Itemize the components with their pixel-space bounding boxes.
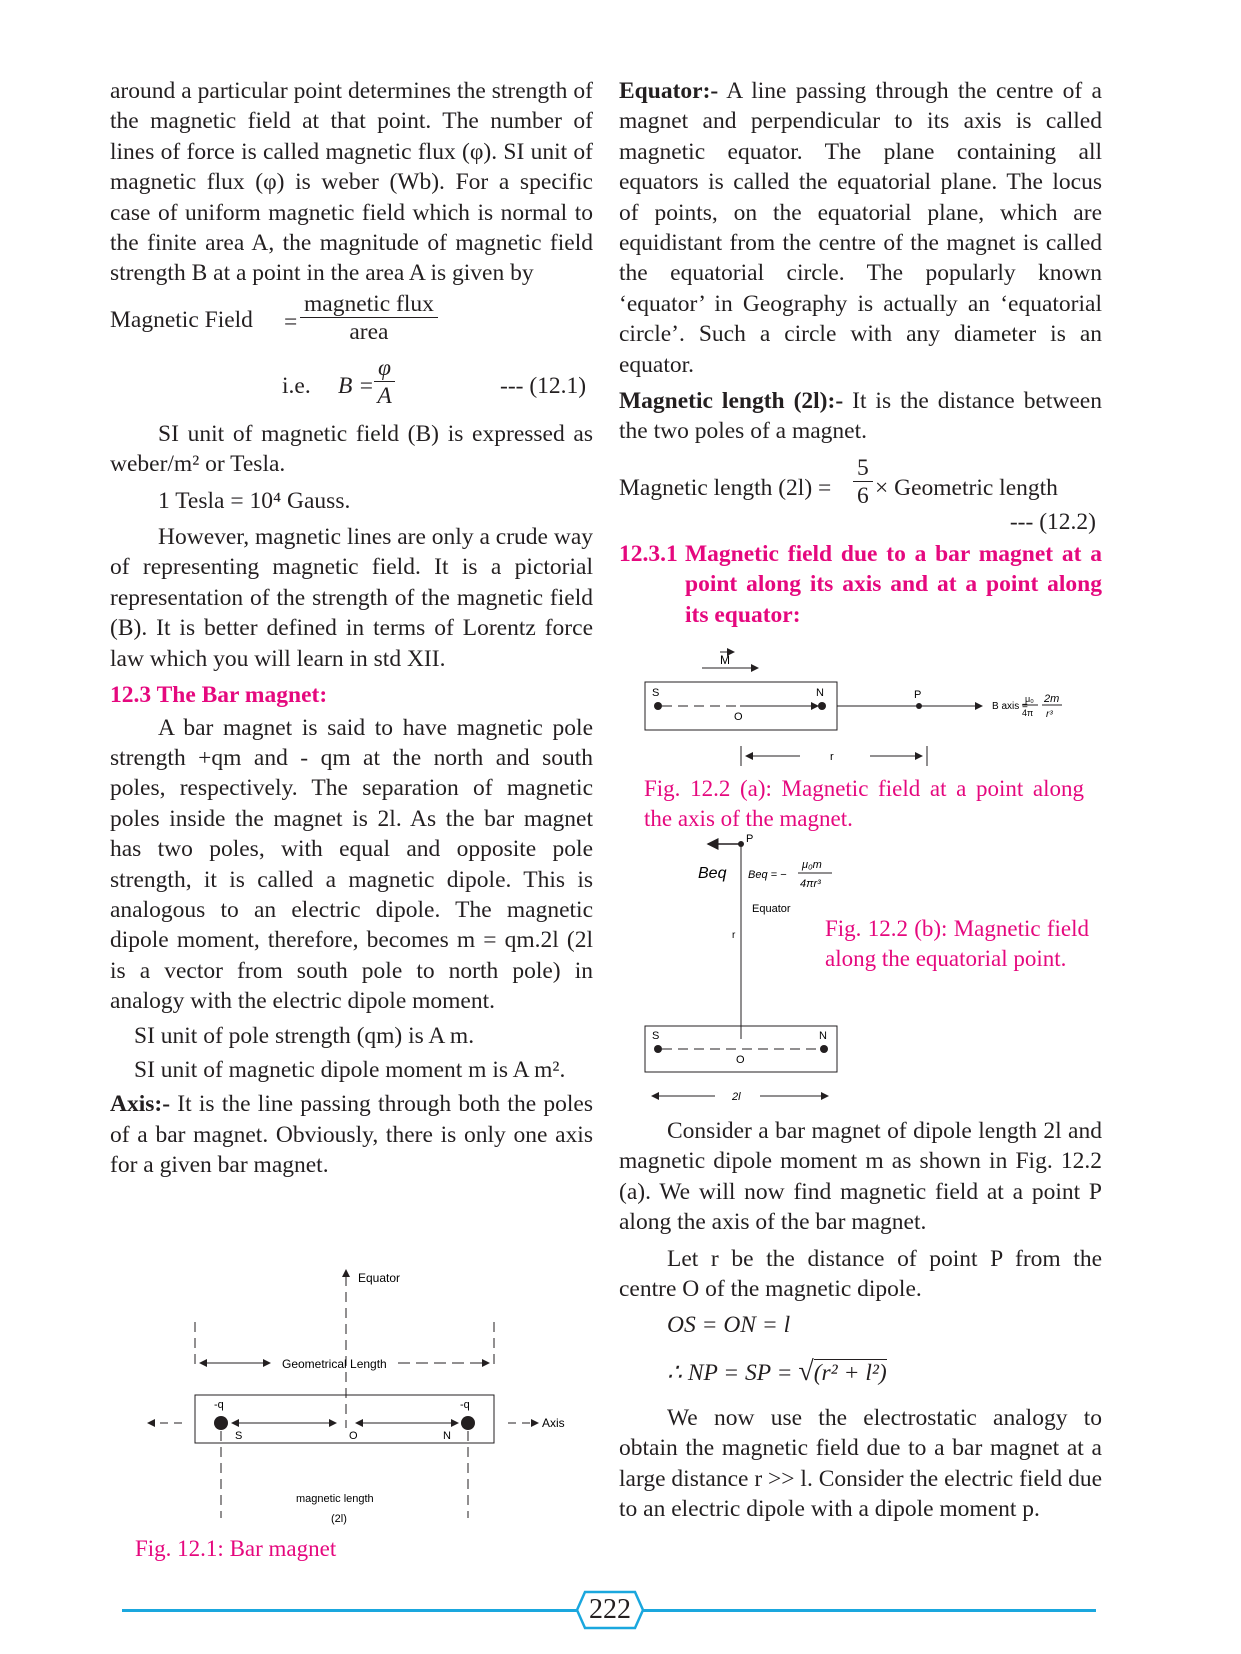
sqrt-symbol: √	[798, 1355, 814, 1387]
fig2b-n-label: N	[819, 1030, 827, 1042]
figure-bar-magnet	[140, 1268, 580, 1548]
paragraph-equator	[619, 76, 1102, 380]
fig1-equator-label: Equator	[358, 1271, 401, 1285]
fig2b-formula-num: μ₀m	[802, 859, 822, 871]
footer-rule-right	[642, 1609, 1096, 1612]
equator-heading: Equator:-	[619, 78, 719, 104]
eq1-equals: =	[284, 308, 298, 335]
magnetic-length-text: It is the distance between the two poles of a magnet.	[619, 388, 1102, 445]
equation-os-on: OS = ON = l	[667, 1312, 791, 1339]
fig2b-two-l: 2l	[732, 1091, 741, 1103]
fig2b-formula-den: 4πr³	[800, 878, 821, 890]
eq2-numerator: φ	[374, 355, 395, 382]
fig1-geometrical-length: Geometrical Length	[282, 1357, 387, 1371]
equator-text: A line passing through the centre of a magnet and perpendicular to its axis is called magnetic equator. The plane containing all equators is called the equatorial plane. The locus of points, on the equatorial plane, which are equidistant from the centre of the magnet is called the equatorial circle. The popularly known ‘equator’ in Geography is actually an ‘equatorial circle’. Such a circle with any diameter is an equator.	[619, 78, 1102, 378]
subsection-number: 12.3.1	[619, 540, 678, 567]
eq2-ie: i.e.	[282, 372, 311, 399]
fig2b-o-label: O	[736, 1054, 745, 1066]
eq3-lhs: Magnetic length (2l) =	[619, 474, 832, 501]
fig1-s-label: S	[235, 1430, 243, 1442]
fig2a-p-label: P	[914, 689, 922, 701]
fig2a-n-label: N	[816, 687, 824, 699]
fig2b-s-label: S	[652, 1030, 660, 1042]
page-number: 222	[589, 1594, 631, 1625]
axis-heading: Axis:-	[110, 1091, 171, 1118]
eq5-lhs: ∴ NP = SP =	[667, 1359, 793, 1386]
eq2-lhs: B =	[338, 372, 375, 399]
eq1-denominator: area	[349, 318, 389, 345]
figure-axial-field	[640, 646, 1080, 776]
eq2-denominator: A	[377, 382, 392, 409]
fig2b-r-label: r	[732, 930, 736, 941]
fig2a-s-label: S	[652, 687, 660, 699]
paragraph-lorentz: However, magnetic lines are only a crude way of representing magnetic field. It is a pictorial representation of the strength of the magnetic field (B). It is better defined in terms of Lorentz force law which you will learn in std XII.	[110, 524, 593, 672]
fig1-magnetic-length: magnetic length	[296, 1493, 374, 1505]
subsection-title-12-3-1	[619, 539, 1102, 630]
eq2-fraction	[374, 355, 395, 410]
subsection-title-text: Magnetic field due to a bar magnet at a point along its axis and at a point along its equator:	[685, 540, 1102, 628]
footer-rule-left	[122, 1609, 578, 1612]
fig2a-two-m: 2m	[1044, 693, 1060, 705]
axis-text: It is the line passing through both the poles of a bar magnet. Obviously, there is only one axis for a given bar magnet.	[110, 1091, 593, 1179]
fig2b-b-eq: Beq	[698, 865, 727, 882]
fig1-two-l: (2l)	[331, 1513, 347, 1525]
fig2a-r3: r³	[1046, 709, 1053, 720]
section-title-bar-magnet: 12.3 The Bar magnet:	[110, 682, 328, 709]
paragraph-axis	[110, 1089, 593, 1180]
fig2a-mu: μ₀	[1025, 694, 1034, 704]
fig1-caption: Fig. 12.1: Bar magnet	[135, 1536, 337, 1561]
fig2b-equator-label: Equator	[752, 903, 791, 915]
paragraph-consider-bar-magnet: Consider a bar magnet of dipole length 2l and magnetic dipole moment m as shown in Fig. 12.2 (a). We will now find magnetic field at a point P along the axis of the bar magnet.	[619, 1118, 1102, 1236]
fig1-axis-label: Axis	[542, 1416, 565, 1430]
left-column	[110, 76, 593, 1181]
fig2a-o-label: O	[734, 711, 743, 723]
fig1-minus-q-left: -q	[214, 1399, 224, 1411]
paragraph-magnetic-length	[619, 386, 1102, 447]
fig2a-four-pi: 4π	[1022, 708, 1034, 718]
paragraph-tesla: 1 Tesla = 10⁴ Gauss.	[158, 487, 351, 514]
figure-equatorial-field	[640, 834, 850, 1114]
equation-magnetic-field	[110, 291, 593, 353]
fig2a-m-label: M	[720, 653, 730, 667]
paragraph-si-unit-b: SI unit of magnetic field (B) is expressed as weber/m² or Tesla.	[110, 420, 593, 478]
paragraph-pole-strength-unit: SI unit of pole strength (qm) is A m.	[134, 1022, 475, 1049]
equation-12-2	[619, 447, 1102, 539]
fig1-minus-q-right: -q	[460, 1399, 470, 1411]
eq3-fraction	[853, 455, 873, 510]
paragraph-flux: around a particular point determines the strength of the magnetic field at that point. The number of lines of force is called magnetic flux (φ). SI unit of magnetic flux (φ) is weber (Wb). For a specific case of uniform magnetic field which is normal to the finite area A, the magnitude of magnetic field strength B at a point in the area A is given by	[110, 78, 593, 287]
fig2b-caption: Fig. 12.2 (b): Magnetic field along the equatorial point.	[825, 916, 1089, 972]
equation-12-1	[110, 353, 593, 419]
paragraph-bar-magnet: A bar magnet is said to have magnetic pole strength +qm and - qm at the north and south poles, respectively. The separation of magnetic poles inside the magnet is 2l. As the bar magnet has two poles, with equal and opposite pole strength, it is called a magnetic dipole. This is analogous to an electric dipole. The magnetic dipole moment, therefore, becomes m = qm.2l (2l is a vector from south pole to north pole) in analogy with the electric dipole moment.	[110, 714, 593, 1015]
fig2a-caption: Fig. 12.2 (a): Magnetic field at a point along the axis of the magnet.	[644, 776, 1084, 832]
fig1-n-label: N	[443, 1430, 451, 1442]
eq3-rhs: × Geometric length	[875, 474, 1058, 501]
eq3-denominator: 6	[857, 482, 869, 509]
right-column	[619, 76, 1102, 630]
eq1-numerator: magnetic flux	[300, 291, 438, 318]
eq3-numerator: 5	[853, 455, 873, 482]
paragraph-electrostatic-analogy: We now use the electrostatic analogy to obtain the magnetic field due to a bar magnet at a large distance r >> l. Consider the electric field due to an electric dipole with a dipole moment p.	[619, 1404, 1102, 1523]
eq1-fraction	[300, 291, 438, 346]
eq5-radicand: (r² + l²)	[813, 1359, 887, 1386]
eq1-label: Magnetic Field	[110, 306, 253, 333]
paragraph-dipole-moment-unit: SI unit of magnetic dipole moment m is A m².	[134, 1056, 566, 1083]
right-column-lower	[619, 1116, 1102, 1524]
fig1-o-label: O	[349, 1430, 358, 1442]
paragraph-let-r: Let r be the distance of point P from the centre O of the magnetic dipole.	[619, 1245, 1102, 1303]
eq2-tag: --- (12.1)	[500, 372, 587, 399]
fig2a-b-axis: B axis =	[992, 701, 1028, 712]
eq3-tag: --- (12.2)	[1009, 508, 1096, 535]
equation-np-sp	[619, 1347, 1102, 1397]
fig2b-p-label: P	[746, 834, 754, 845]
magnetic-length-heading: Magnetic length (2l):-	[619, 388, 844, 415]
fig2b-formula-lhs: Beq = −	[748, 869, 787, 881]
fig2a-r-label: r	[830, 751, 834, 763]
